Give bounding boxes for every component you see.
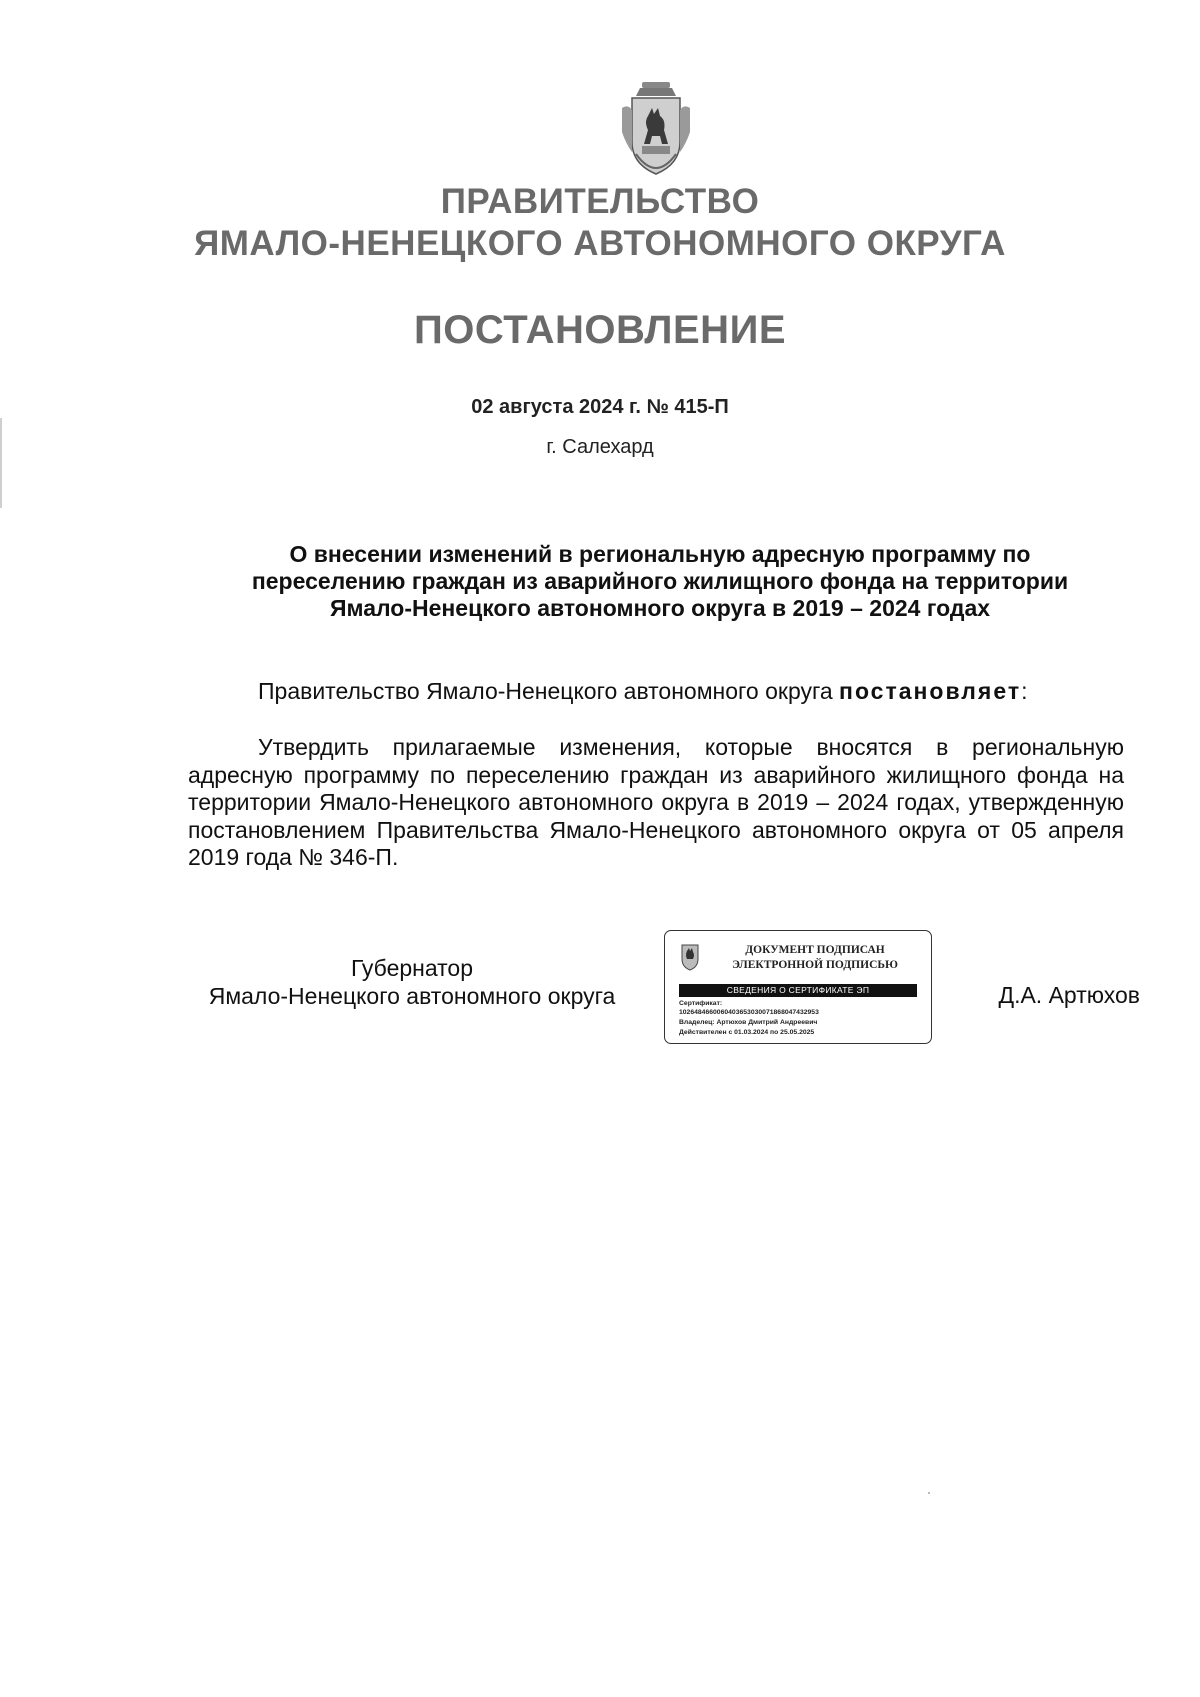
stamp-title-line1: ДОКУМЕНТ ПОДПИСАН: [745, 944, 885, 956]
stamp-certificate-label: Сертификат:: [679, 1000, 723, 1007]
e-signature-stamp: [664, 930, 932, 1044]
stamp-owner: Владелец: Артюхов Дмитрий Андреевич: [679, 1019, 818, 1026]
subject-line: Ямало-Ненецкого автономного округа в 2019 – 2024 годах: [329, 595, 991, 621]
stamp-title-line2: ЭЛЕКТРОННОЙ ПОДПИСЬЮ: [732, 959, 898, 971]
document-type-title: ПОСТАНОВЛЕНИЕ: [413, 308, 786, 352]
signatory-position-line1: Губернатор: [350, 955, 474, 981]
intro-keyword: постановляет: [839, 678, 1022, 704]
signatory-position: [188, 954, 636, 1010]
org-title-line2: ЯМАЛО-НЕНЕЦКОГО АВТОНОМНОГО ОКРУГА: [194, 224, 1006, 263]
subject-line: переселению граждан из аварийного жилищного фонда на территории: [251, 568, 1069, 594]
stamp-validity: Действителен с 01.03.2024 по 25.05.2025: [679, 1029, 815, 1036]
stamp-title: [705, 943, 925, 973]
scan-edge-mark: [0, 418, 2, 508]
resolution-intro: [188, 678, 1128, 705]
resolution-paragraph: Утвердить прилагаемые изменения, которые вносятся в региональную адресную программу по переселению граждан из аварийного жилищного фонда на территории Ямало-Ненецкого автономного округа в 2019 – 2024 годах, утвержденную постановлением Правительства Ямало-Ненецкого автономного округа от 05 апреля 2019 года № 346-П.: [188, 734, 1124, 870]
stamp-certificate-header: СВЕДЕНИЯ О СЕРТИФИКАТЕ ЭП: [679, 984, 917, 997]
intro-colon: :: [1021, 678, 1028, 704]
org-title-line1: ПРАВИТЕЛЬСТВО: [440, 182, 760, 221]
subject-line: О внесении изменений в региональную адресную программу по: [289, 541, 1031, 567]
stamp-certificate-number: 1026484660060403653030071868047432953: [679, 1009, 819, 1016]
signatory-name: Д.А. Артюхов: [998, 982, 1140, 1008]
signatory-position-line2: Ямало-Ненецкого автономного округа: [208, 983, 616, 1009]
document-city: г. Салехард: [546, 436, 654, 458]
intro-text: Правительство Ямало-Ненецкого автономного округа: [258, 678, 840, 704]
document-date-number: 02 августа 2024 г. № 415-П: [471, 396, 729, 418]
scan-speck: [928, 1492, 930, 1494]
yanao-coat-of-arms-icon: [618, 82, 694, 178]
stamp-emblem-icon: [679, 941, 701, 971]
document-subject: [190, 541, 1130, 622]
